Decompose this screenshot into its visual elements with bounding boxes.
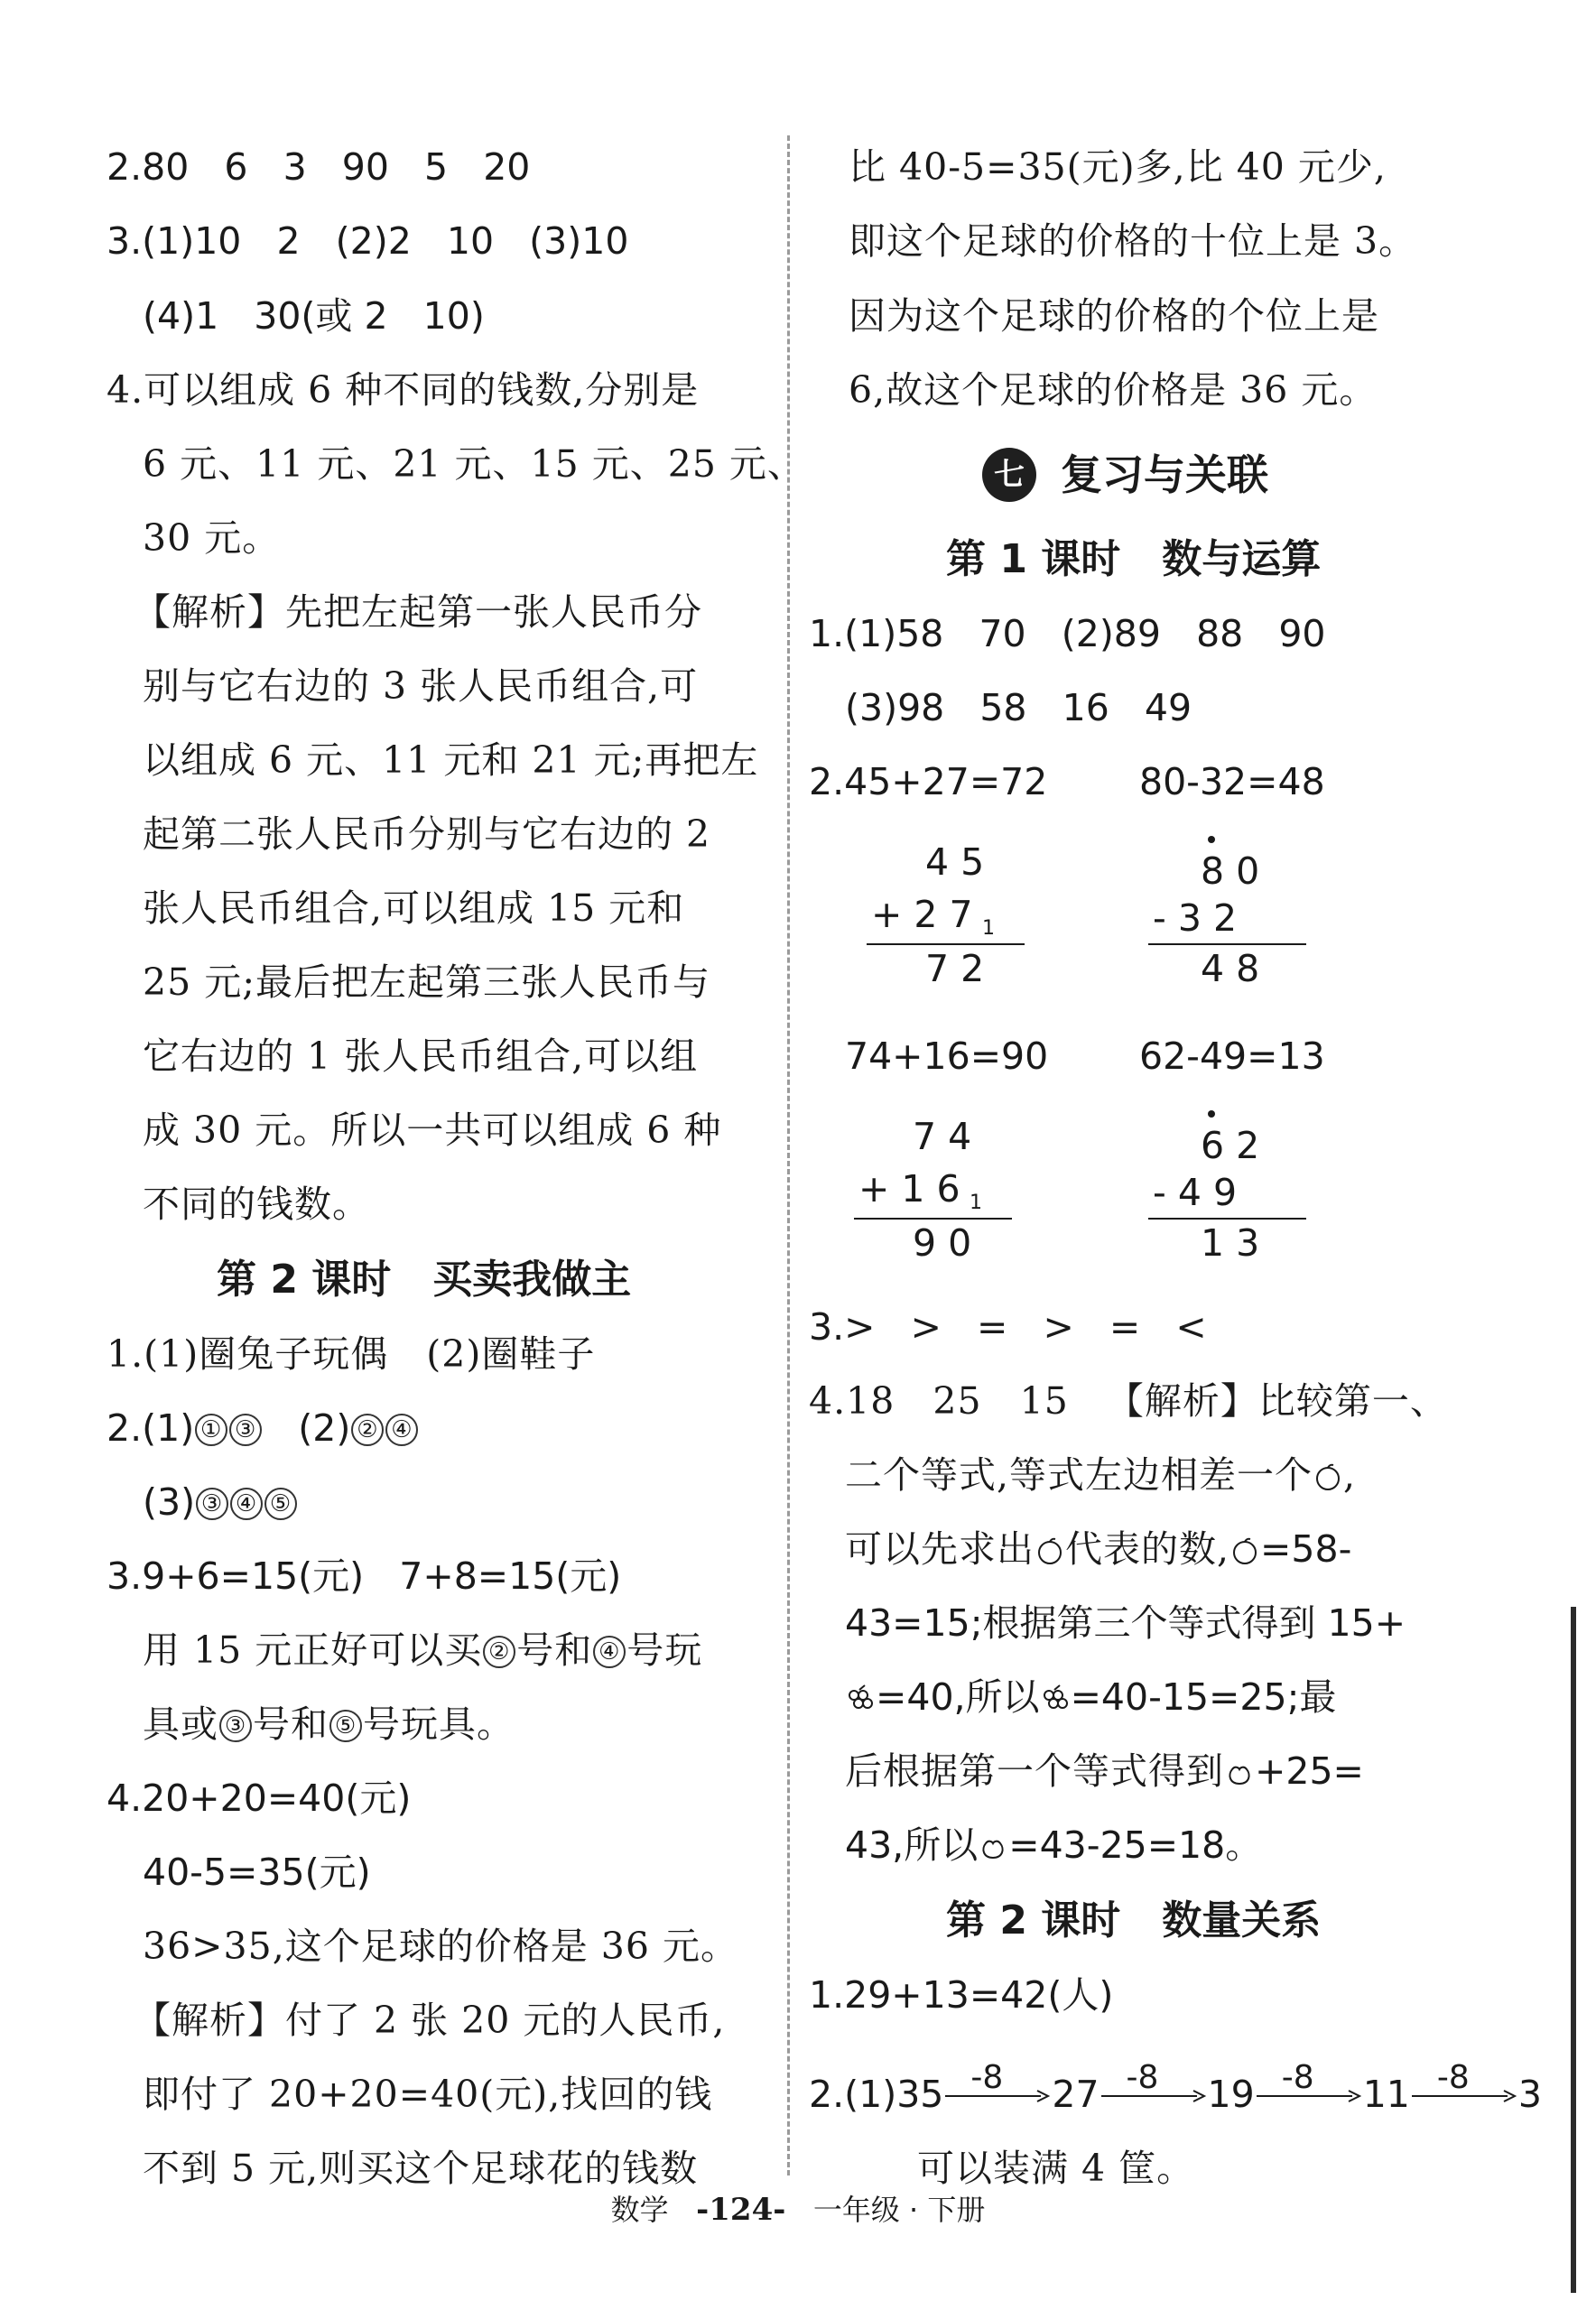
vertical-row: + 1 6 bbox=[858, 1167, 960, 1211]
vertical-subtraction bbox=[1139, 1114, 1320, 1276]
binding-edge-mark bbox=[1571, 1607, 1576, 2293]
circled-number: ③ bbox=[219, 1710, 252, 1742]
vertical-row: 4 5 bbox=[925, 840, 985, 884]
analysis-line: 不到 5 元,则买这个足球花的钱数 bbox=[143, 2147, 699, 2190]
analysis-line: 比 40-5=35(元)多,比 40 元少, bbox=[849, 145, 1387, 189]
vertical-row: 8 0 bbox=[1201, 849, 1260, 893]
vertical-row: + 2 7 bbox=[871, 893, 973, 936]
analysis-line: =40,所以 =40-15=25;最 bbox=[845, 1670, 1336, 1724]
analysis-line: 即付了 20+20=40(元),找回的钱 bbox=[143, 2073, 713, 2116]
arrow-step: -8 bbox=[1255, 2067, 1363, 2121]
vertical-bar bbox=[854, 1218, 1012, 1220]
equation: 80-32=48 bbox=[1139, 760, 1325, 803]
chapter-title: 复习与关联 bbox=[1061, 450, 1268, 499]
circled-number: ④ bbox=[385, 1414, 418, 1446]
vertical-row: 7 4 bbox=[913, 1115, 972, 1158]
arrow-chain: 2.(1)35 -8 27 -8 19 -8 11 -8 3 bbox=[809, 2067, 1542, 2121]
answer-line: 3.(1)10 2 (2)2 10 (3)10 bbox=[107, 219, 629, 263]
vertical-row: 9 0 bbox=[913, 1221, 972, 1265]
circled-number: ① bbox=[195, 1414, 227, 1446]
apple-icon bbox=[1229, 1536, 1260, 1565]
answer-line: (4)1 30(或 2 10) bbox=[143, 294, 485, 338]
vertical-addition bbox=[845, 1114, 1025, 1276]
answer-line: 1.(1)58 70 (2)89 88 90 bbox=[809, 612, 1326, 655]
section-title: 第 2 课时 买卖我做主 bbox=[217, 1257, 632, 1303]
answer-line: 4.可以组成 6 种不同的钱数,分别是 bbox=[107, 368, 700, 412]
vertical-addition bbox=[858, 840, 1038, 1002]
answer-line: 3.9+6=15(元) 7+8=15(元) bbox=[107, 1554, 622, 1598]
apple-icon bbox=[1035, 1536, 1065, 1565]
equation: 62-49=13 bbox=[1139, 1034, 1325, 1078]
chapter-badge: 七 bbox=[982, 448, 1036, 502]
equation: 2.45+27=72 bbox=[809, 760, 1048, 803]
answer-line: 1.(1)圈兔子玩偶 (2)圈鞋子 bbox=[107, 1332, 596, 1376]
answer-line: 3.> > = > = < bbox=[809, 1305, 1207, 1349]
carry-digit: 1 bbox=[982, 917, 995, 940]
answer-line: 36>35,这个足球的价格是 36 元。 bbox=[143, 1925, 738, 1968]
footer-grade: 一年级 · 下册 bbox=[812, 2193, 986, 2227]
vertical-row: 4 8 bbox=[1201, 947, 1260, 990]
circled-number: ③ bbox=[229, 1414, 262, 1446]
circled-number: ③ bbox=[196, 1488, 228, 1520]
answer-line: 具或 ③ 号和 ⑤ 号玩具。 bbox=[143, 1702, 515, 1746]
analysis-line: 43,所以 =43-25=18。 bbox=[845, 1823, 1263, 1867]
vertical-row: 1 3 bbox=[1201, 1221, 1260, 1265]
analysis-line: 张人民币组合,可以组成 15 元和 bbox=[143, 886, 685, 930]
circled-number: ② bbox=[483, 1636, 515, 1668]
circled-number: ② bbox=[351, 1414, 384, 1446]
circled-number: ⑤ bbox=[264, 1488, 297, 1520]
vertical-bar bbox=[867, 943, 1025, 945]
analysis-line: 【解析】先把左起第一张人民币分 bbox=[134, 590, 702, 634]
vertical-row: 6 2 bbox=[1201, 1124, 1260, 1167]
answer-line: 4.18 25 15 【解析】比较第一、 bbox=[809, 1379, 1448, 1423]
carry-digit: 1 bbox=[970, 1192, 982, 1214]
analysis-line: 即这个足球的价格的十位上是 3。 bbox=[849, 219, 1417, 263]
arrow-step: -8 bbox=[1100, 2067, 1208, 2121]
vertical-subtraction bbox=[1139, 840, 1320, 1002]
vertical-row: 7 2 bbox=[925, 947, 985, 990]
analysis-line: 可以先求出 代表的数, =58- bbox=[845, 1527, 1352, 1571]
answer-line: 2.80 6 3 90 5 20 bbox=[107, 145, 531, 189]
analysis-line: 以组成 6 元、11 元和 21 元;再把左 bbox=[143, 738, 759, 782]
vertical-bar bbox=[1148, 943, 1306, 945]
page-footer bbox=[0, 2192, 1596, 2228]
footer-subject: 数学 bbox=[610, 2193, 669, 2227]
analysis-line: 43=15;根据第三个等式得到 15+ bbox=[845, 1601, 1406, 1645]
analysis-line: 二个等式,等式左边相差一个 , bbox=[845, 1453, 1357, 1497]
analysis-line: 成 30 元。所以一共可以组成 6 种 bbox=[143, 1109, 722, 1152]
answer-line: (3)98 58 16 49 bbox=[845, 686, 1192, 729]
analysis-line: 6,故这个足球的价格是 36 元。 bbox=[849, 368, 1378, 412]
arrow-step: -8 bbox=[943, 2067, 1052, 2121]
borrow-dot bbox=[1208, 836, 1215, 843]
peach-icon bbox=[1224, 1758, 1255, 1787]
arrow-step: -8 bbox=[1410, 2067, 1518, 2121]
analysis-line: 起第二张人民币分别与它右边的 2 bbox=[143, 812, 711, 856]
analysis-line: 它右边的 1 张人民币组合,可以组 bbox=[143, 1034, 699, 1078]
answer-line: 1.29+13=42(人) bbox=[809, 1973, 1114, 2017]
answer-line: 用 15 元正好可以买 ② 号和 ④ 号玩 bbox=[143, 1628, 703, 1672]
vertical-row: - 3 2 bbox=[1153, 896, 1238, 940]
analysis-line: 后根据第一个等式得到 +25= bbox=[845, 1749, 1364, 1793]
analysis-line: 不同的钱数。 bbox=[143, 1183, 370, 1226]
vertical-row: - 4 9 bbox=[1153, 1171, 1238, 1214]
grapes-icon bbox=[845, 1684, 876, 1713]
peach-icon bbox=[978, 1832, 1008, 1861]
vertical-bar bbox=[1148, 1218, 1306, 1220]
analysis-line: 25 元;最后把左起第三张人民币与 bbox=[143, 960, 711, 1004]
answer-line: 6 元、11 元、21 元、15 元、25 元、 bbox=[143, 442, 805, 486]
grapes-icon bbox=[1040, 1684, 1071, 1713]
answer-line: 可以装满 4 筐。 bbox=[917, 2147, 1195, 2190]
circled-number: ⑤ bbox=[329, 1710, 362, 1742]
section-title: 第 2 课时 数量关系 bbox=[946, 1897, 1322, 1944]
equation: 74+16=90 bbox=[845, 1034, 1049, 1078]
circled-number: ④ bbox=[593, 1636, 626, 1668]
analysis-line: 别与它右边的 3 张人民币组合,可 bbox=[143, 664, 699, 708]
apple-icon bbox=[1313, 1462, 1343, 1491]
analysis-line: 因为这个足球的价格的个位上是 bbox=[849, 294, 1379, 338]
circled-number: ④ bbox=[230, 1488, 263, 1520]
analysis-line: 【解析】付了 2 张 20 元的人民币, bbox=[134, 1999, 726, 2042]
borrow-dot bbox=[1208, 1110, 1215, 1118]
page-number: -124- bbox=[696, 2192, 786, 2228]
section-title: 第 1 课时 数与运算 bbox=[946, 536, 1322, 582]
answer-line: 40-5=35(元) bbox=[143, 1851, 371, 1894]
answer-line: 30 元。 bbox=[143, 516, 281, 560]
answer-line: (3) ③ ④ ⑤ bbox=[143, 1475, 298, 1529]
answer-line: 2.(1) ① ③ (2) ② ④ bbox=[107, 1401, 419, 1455]
answer-line: 4.20+20=40(元) bbox=[107, 1777, 412, 1820]
